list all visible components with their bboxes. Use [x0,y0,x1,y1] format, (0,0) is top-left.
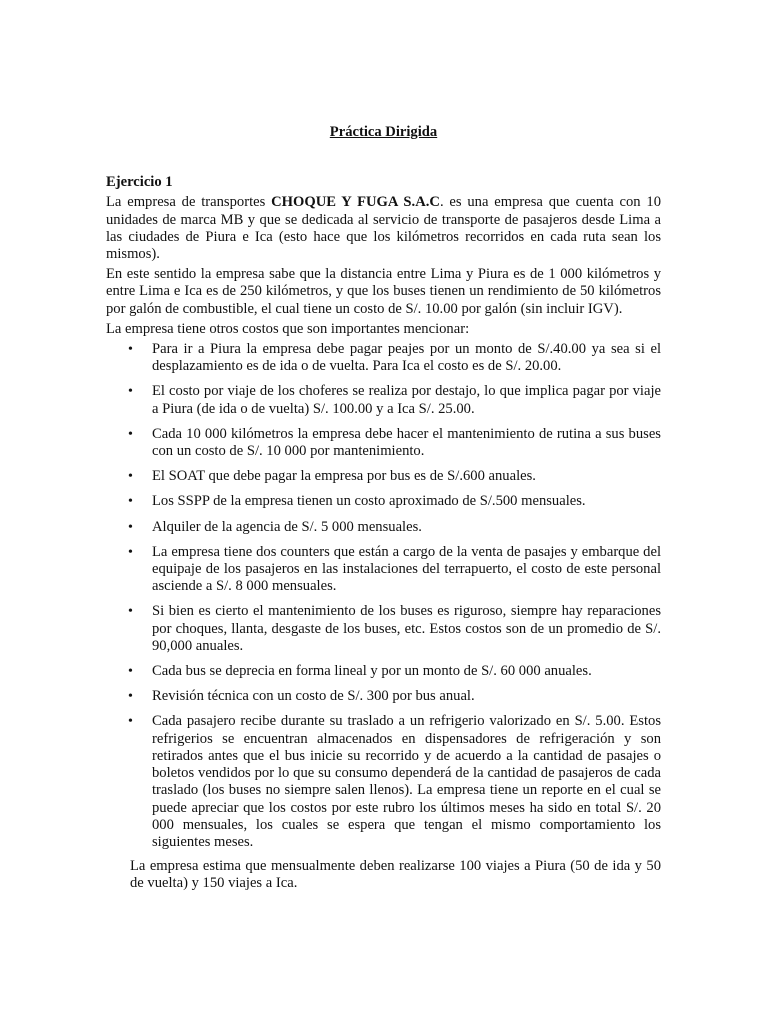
list-item [106,663,661,680]
list-item [106,603,661,655]
list-item-text: La empresa tiene dos counters que están a cargo de la venta de pasajes y embarque del equipaje de los pasajeros en las instalaciones del terrapuerto, el costo de este personal asciende a S/. 8 000 mensuales. [152,543,661,595]
list-item-text: Cada pasajero recibe durante su traslado a un refrigerio valorizado en S/. 5.00. Estos refrigerios se encuentran almacenados en dispensadores de refrigeración y son retirados antes que el bus inicie su recorrido y de acuerdo a la cantidad de pasajes o boletos vendidos por lo que su consumo dependerá de la cantidad de pasajeros de cada traslado (los buses no siempre salen llenos). La empresa tiene un reporte en el cual se puede apreciar que los costos por este rubro los últimos meses ha sido en total S/. 20 000 mensuales, los cuales se espera que tengan el mismo comportamiento los siguientes meses. [152,713,661,850]
document-page [106,124,661,896]
list-item-text: Los SSPP de la empresa tienen un costo aproximado de S/.500 mensuales. [152,493,586,510]
intro-text-end: . es una empresa que cuenta con 10 unidades de marca MB y que se dedicada al servicio de transporte de pasajeros desde Lima a las ciudades de Piura e Ica (esto hace que los kilómetros recorridos en cada ruta sean los mismos). [106,194,661,263]
bullet-icon: • [128,714,133,730]
list-item [106,341,661,375]
bullet-icon: • [128,544,133,560]
list-item [106,713,661,851]
bullet-icon: • [128,689,133,705]
bullet-icon: • [128,604,133,620]
costs-intro-paragraph: La empresa tiene otros costos que son importantes mencionar: [106,320,470,337]
costs-list [106,341,661,851]
bullet-icon: • [128,494,133,510]
list-item [106,544,661,596]
document-title: Práctica Dirigida [329,124,438,140]
list-item [106,426,661,460]
list-item [106,493,661,510]
list-item [106,688,661,705]
bullet-icon: • [128,519,133,535]
bullet-icon: • [128,664,133,680]
list-item-text: Alquiler de la agencia de S/. 5 000 mensuales. [152,518,422,535]
list-item-text: El costo por viaje de los choferes se realiza por destajo, lo que implica pagar por viaje a Piura (de ida o de vuelta) S/. 100.00 y a Ica S/. 25.00. [152,383,661,417]
closing-paragraph: La empresa estima que mensualmente deben realizarse 100 viajes a Piura (50 de ida y 50 de vuelta) y 150 viajes a Ica. [130,858,661,892]
list-item-text: Cada 10 000 kilómetros la empresa debe hacer el mantenimiento de rutina a sus buses con un costo de S/. 10 000 por mantenimiento. [152,425,661,460]
list-item [106,383,661,417]
company-name: CHOQUE Y FUGA S.A.C [271,194,440,211]
list-item [106,519,661,536]
list-item-text: Revisión técnica con un costo de S/. 300 por bus anual. [152,688,475,705]
list-item [106,468,661,485]
intro-paragraph [106,194,661,263]
bullet-icon: • [128,426,133,442]
bullet-icon: • [128,342,133,358]
list-item-text: El SOAT que debe pagar la empresa por bus es de S/.600 anuales. [152,468,536,485]
distance-paragraph: En este sentido la empresa sabe que la distancia entre Lima y Piura es de 1 000 kilómetros y entre Lima e Ica es de 250 kilómetros, y que los buses tienen un rendimiento de 50 kilómetros por galón de combustible, el cual tiene un costo de S/. 10.00 por galón (sin incluir IGV). [106,266,661,317]
list-item-text: Si bien es cierto el mantenimiento de los buses es riguroso, siempre hay reparaciones por choques, llanta, desgaste de los buses, etc. Estos costos son de un promedio de S/. 90,000 anuales. [152,603,661,654]
intro-text-start: La empresa de transportes [106,194,272,211]
bullet-icon: • [128,384,133,400]
exercise-heading: Ejercicio 1 [106,174,173,191]
bullet-icon: • [128,469,133,485]
list-item-text: Para ir a Piura la empresa debe pagar peajes por un monto de S/.40.00 ya sea si el desplazamiento es de ida o de vuelta. Para Ica el costo es de S/. 20.00. [152,341,661,375]
list-item-text: Cada bus se deprecia en forma lineal y por un monto de S/. 60 000 anuales. [152,663,592,680]
